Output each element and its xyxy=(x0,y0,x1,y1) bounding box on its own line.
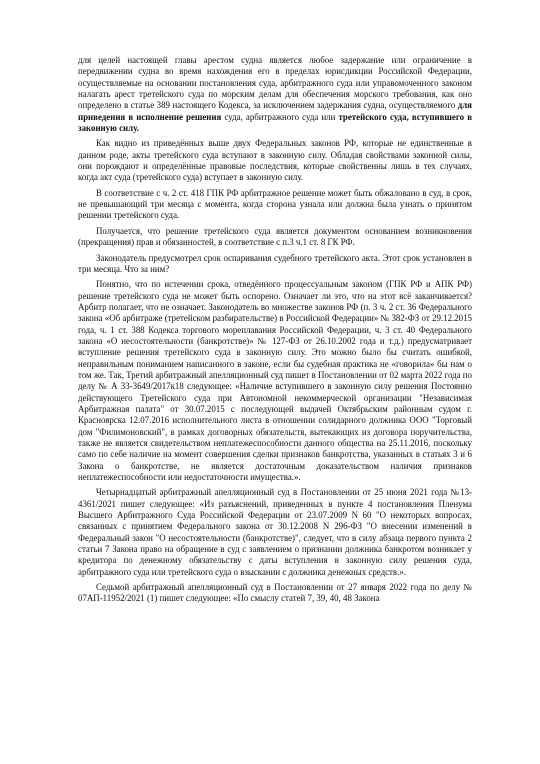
text-run: Законодатель предусмотрел срок оспаривания судебного третейского акта. Этот срок установлен в три месяца. Что за ним? xyxy=(78,252,472,274)
bold-text-run: третейского суда, вступившего в законную силу. xyxy=(78,111,472,134)
paragraph-legal-force xyxy=(78,138,472,183)
bold-text-run: для приведения в исполнение решения xyxy=(78,100,472,122)
text-run: Получается, что решение третейского суда является документом основанием возникновения (прекращения) прав и обязанностей, в соответствие с п.3 ч.1 ст. 8 ГК РФ. xyxy=(78,225,472,248)
paragraph-appeal-deadline xyxy=(78,188,472,222)
text-run: Понятно, что по истечении срока, отведённого процессуальным законом (ГПК РФ и АПК РФ) решение третейского суда не может быть оспорено. Означает ли это, что на этот всё заканчивается? Арбитр полагает, что не означает. Законодатель во множестве законов РФ (п. 3 ч. 2 ст. 36 Федерального закона «Об арбитраже (третейском разбирательстве) в Российской Федерации» № 382-ФЗ от 29.12.2015 года, ч. 1 ст. 388 Кодекса торгового мореплавания Российской Федерации, ч. 3 ст. 40 Федерального закона «О несостоятельности (банкротстве)» № 127-ФЗ от 26.10.2002 года и т.д.) предусматривает вступление решения третейского суда в законную силу. Это можно было бы считать ошибкой, неправильным пониманием написанного в законе, если бы судебная практика не «говорила» бы нам о том же. Так, Третий арбитражный апелляционный суд пишет в Постановлении от 02 марта 2022 года по делу № А 33-3649/2017к18 следующее: «Наличие вступившего в законную силу решения Постоянно действующего Третейского суда при Автономной некоммерческой организации "Независимая Арбитражная палата" от 30.07.2015 с последующей выдачей Октябрьским районным судом г. Красноярска 12.07.2016 исполнительного листа в отношении солидарного должника ООО "Торговый дом "Филимоновский", в рамках договорных обязательств, вытекающих из договора поручительства, также не является свидетельством неплатежеспособности данного общества на 25.11.2016, поскольку само по себе наличие на момент совершения сделки признаков банкротства, указанных в статьях 3 и 6 Закона о банкротстве, не является достаточным доказательством наличия признаков неплатежеспособности или недостаточности имущества.». xyxy=(78,279,472,483)
text-run: Седьмой арбитражный апелляционный суд в Постановлении от 27 января 2022 года по делу № 07АП-11952/2021 (1) пишет следующее: «По смыслу статей 7, 39, 40, 48 Закона xyxy=(78,582,472,604)
text-run: Как видно из приведённых выше двух Федеральных законов РФ, которые не единственные в данном роде, акты третейского суда вступают в законную силу. Обладая свойствами законной силы, они порождают и определённые правовые последствия, которые свойственны лишь в тех случаях, когда акт суда (третейского суда) вступает в законную силу. xyxy=(78,138,472,183)
paragraph-seventh-court xyxy=(78,582,472,605)
text-run: для целей настоящей главы арестом судна является любое задержание или ограничение в передвижении судна во время нахождения его в пределах юрисдикции Российской Федерации, осуществляемые на основании постановления суда, арбитражного суда или управомоченного законом налагать арест третейского суда по морским делам для обеспечения морского требования, как оно определено в статье 389 настоящего Кодекса, за исключением задержания судна, осуществляемого xyxy=(78,55,472,111)
text-run: Четырнадцатый арбитражный апелляционный суд в Постановлении от 25 июня 2021 года №13-4361/2021 пишет следующее: «Из разъяснений, приведенных в пункте 4 постановления Пленума Высшего Арбитражного Суда Российской Федерации от 23.07.2009 N 60 "О некоторых вопросах, связанных с принятием Федерального закона от 30.12.2008 N 296-ФЗ "О внесении изменений в Федеральный закон "О несостоятельности (банкротстве)", следует, что в силу абзаца первого пункта 2 статьи 7 Закона право на обращение в суд с заявлением о признании должника банкротом возникает у кредитора по денежному обязательству с даты вступления в законную силу решения суда, арбитражного суда или третейского суда о взыскании с должника денежных средств.». xyxy=(78,487,472,577)
paragraph-challenge-term xyxy=(78,253,472,276)
text-run: суда, арбитражного суда или xyxy=(221,111,339,122)
paragraph-after-term-expiry xyxy=(78,279,472,483)
paragraph-fourteenth-court xyxy=(78,487,472,578)
document-page xyxy=(78,55,472,605)
text-run: В соответствие с ч. 2 ст. 418 ГПК РФ арбитражное решение может быть обжаловано в суд, в срок, не превышающий три месяца с момента, когда сторона узнала или должна была узнать о принятом решении третейского суда. xyxy=(78,187,472,221)
paragraph-decision-as-basis xyxy=(78,226,472,249)
paragraph-arrest-definition xyxy=(78,55,472,134)
